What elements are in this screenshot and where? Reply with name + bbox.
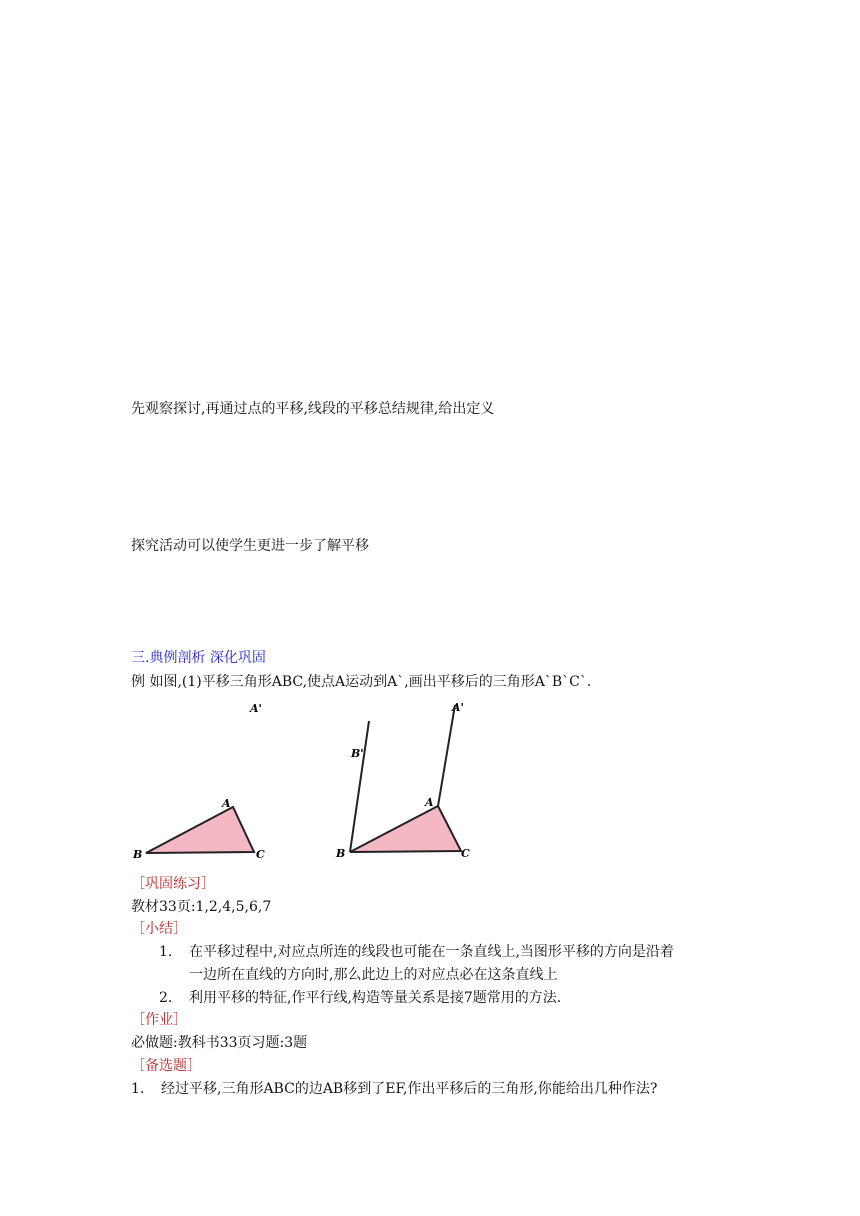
label-c-left: C [256, 848, 265, 861]
practice-heading: ［巩固练习］ [131, 876, 215, 892]
segment-aa-prime [438, 705, 455, 806]
segment-bb-prime [350, 721, 369, 852]
summary-item-2 [159, 989, 561, 1007]
label-a-prime-left: A' [250, 702, 262, 715]
summary-heading: ［小结］ [131, 921, 187, 937]
homework-heading: ［作业］ [131, 1012, 187, 1028]
summary-item-1 [159, 943, 674, 961]
figure-left [125, 695, 285, 865]
label-b-prime-right: B' [351, 747, 364, 760]
note-explore: 探究活动可以使学生更进一步了解平移 [131, 538, 369, 554]
practice-text: 教材33页:1,2,4,5,6,7 [131, 899, 272, 915]
summary-item-2-line1: 利用平移的特征,作平行线,构造等量关系是接7题常用的方法. [189, 990, 562, 1006]
label-b-right: B [336, 847, 346, 860]
summary-item-1-line1: 在平移过程中,对应点所连的线段也可能在一条直线上,当图形平移的方向是沿着 [189, 944, 674, 960]
label-a-left: A [222, 797, 231, 810]
summary-item-1-num: 1. [159, 944, 173, 960]
optional-heading: ［备选题］ [131, 1058, 201, 1074]
example-text: 例 如图,(1)平移三角形ABC,使点A运动到A`,画出平移后的三角形A`B`C`. [131, 674, 592, 690]
optional-item-1 [131, 1080, 657, 1098]
label-c-right: C [461, 847, 470, 860]
label-b-left: B [133, 848, 143, 861]
figure-right [330, 695, 490, 865]
optional-item-1-num: 1. [131, 1081, 145, 1097]
section-heading: 三.典例剖析 深化巩固 [131, 650, 266, 666]
triangle-abc-left [146, 807, 254, 853]
note-observe: 先观察探讨,再通过点的平移,线段的平移总结规律,给出定义 [131, 401, 495, 417]
optional-item-1-text: 经过平移,三角形ABC的边AB移到了EF,作出平移后的三角形,你能给出几种作法? [161, 1081, 658, 1097]
triangle-abc-right [350, 806, 461, 852]
label-a-prime-right: A' [452, 701, 464, 714]
summary-item-2-num: 2. [159, 990, 173, 1006]
summary-item-1-continued: 一边所在直线的方向时,那么此边上的对应点必在这条直线上 [189, 967, 558, 983]
homework-text: 必做题:教科书33页习题:3题 [131, 1035, 308, 1051]
label-a-right: A [425, 796, 434, 809]
